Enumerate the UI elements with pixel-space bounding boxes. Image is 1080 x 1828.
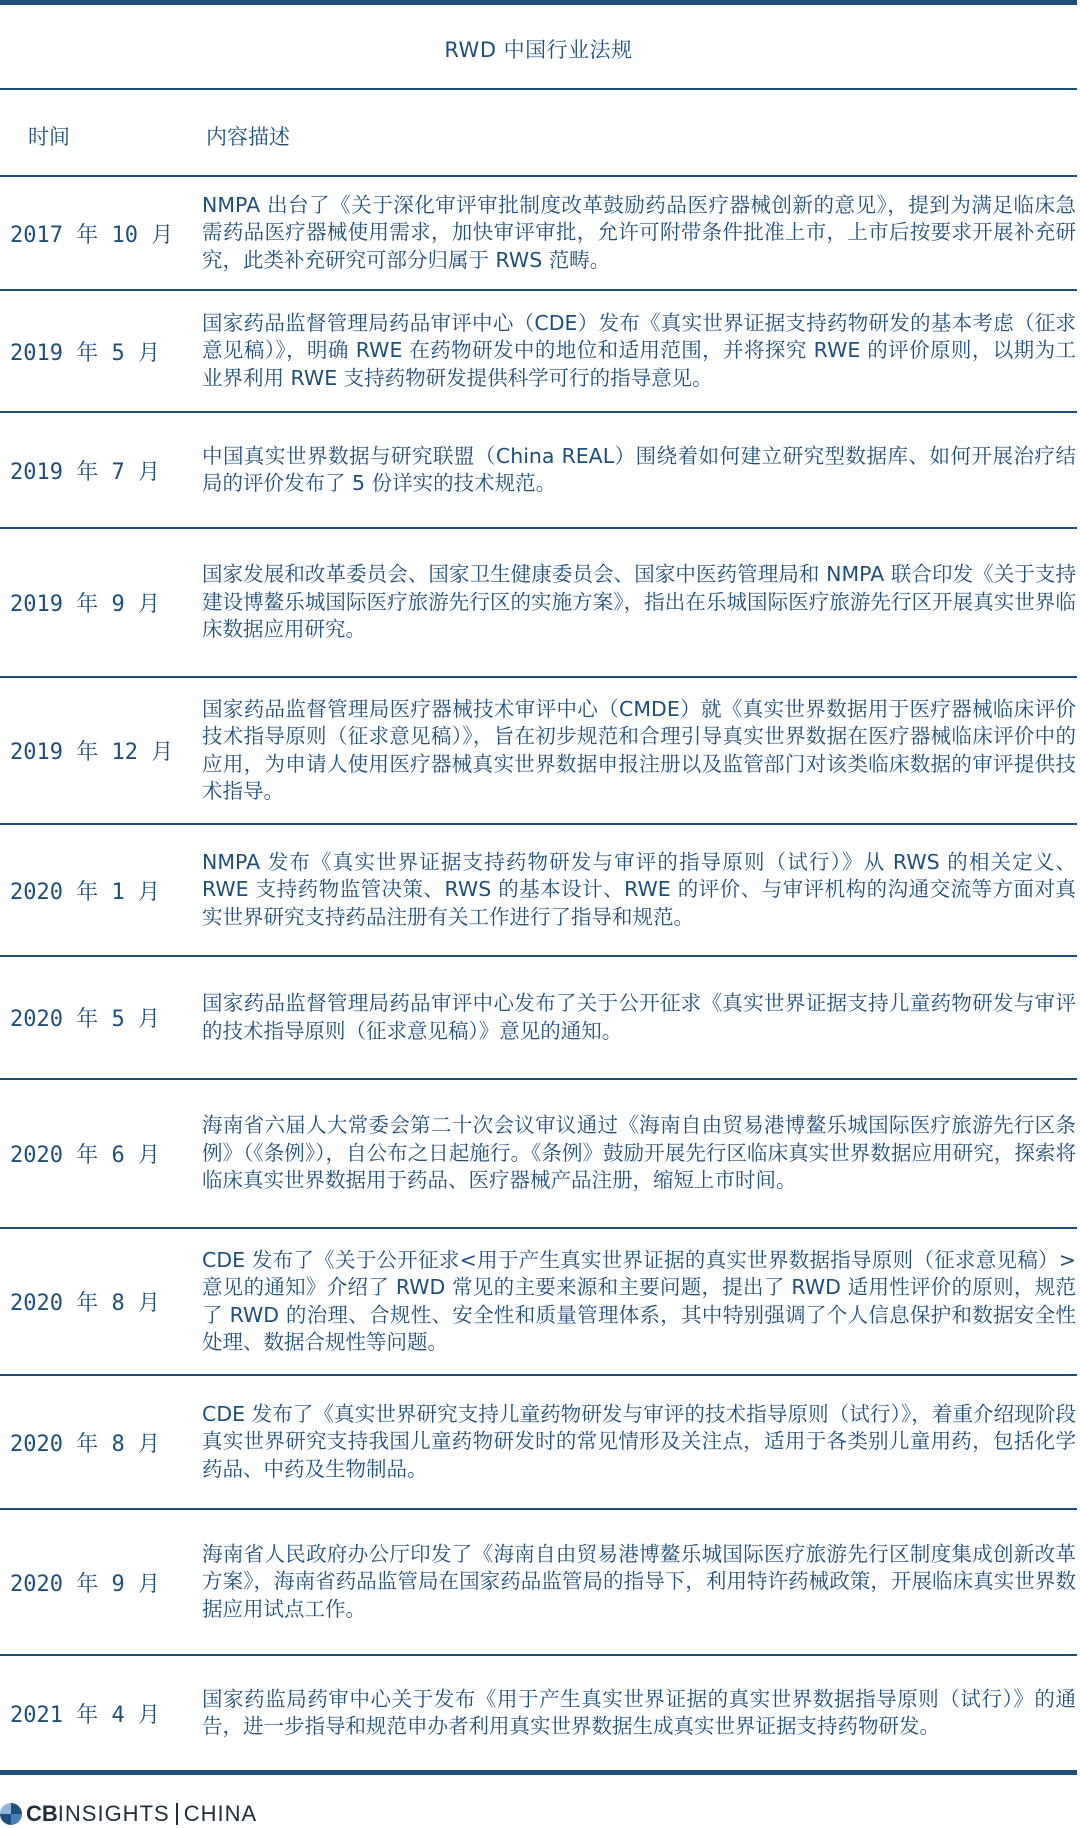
row-description: 海南省六届人大常委会第二十次会议审议通过《海南自由贸易港博鳌乐城国际医疗旅游先行区条例》（《条例》），自公布之日起施行。《条例》鼓励开展先行区临床真实世界数据应用研究，探索将临床真实世界数据用于药品、医疗器械产品注册，缩短上市时间。 — [202, 1113, 1076, 1193]
row-date: 2020 年 8 月 — [10, 1431, 160, 1457]
row-description: NMPA 发布《真实世界证据支持药物研发与审评的指导原则（试行）》从 RWS 的相关定义、RWE 支持药物监管决策、RWS 的基本设计、RWE 的评价、与审评机构的沟通交流等方面对真实世界研究支持药品注册有关工作进行了指导和规范。 — [202, 849, 1076, 929]
cbinsights-china-logo — [0, 1800, 257, 1828]
row-description: 中国真实世界数据与研究联盟（China REAL）围绕着如何建立研究型数据库、如何开展治疗结局的评价发布了 5 份详实的技术规范。 — [202, 443, 1076, 495]
column-header-description: 内容描述 — [206, 125, 290, 149]
row-date: 2019 年 7 月 — [10, 459, 160, 485]
logo-insights-text: INSIGHTS — [57, 1801, 170, 1826]
row-date: 2020 年 8 月 — [10, 1291, 160, 1316]
row-description: 国家发展和改革委员会、国家卫生健康委员会、国家中医药管理局和 NMPA 联合印发《关于支持建设博鳌乐城国际医疗旅游先行区的实施方案》，指出在乐城国际医疗旅游先行区开展真实世界临床数据应用研究。 — [202, 562, 1076, 642]
table-header — [0, 90, 1077, 177]
row-description: 海南省人民政府办公厅印发了《海南自由贸易港博鳌乐城国际医疗旅游先行区制度集成创新改革方案》，海南省药品监管局在国家药品监管局的指导下，利用特许药械政策，开展临床真实世界数据应用试点工作。 — [202, 1541, 1076, 1621]
table-row — [0, 678, 1077, 823]
top-rule — [0, 0, 1077, 5]
table-row — [0, 1080, 1077, 1227]
table-row — [0, 1229, 1077, 1374]
table-title: RWD 中国行业法规 — [444, 38, 633, 62]
logo-cb-text: CB — [26, 1801, 58, 1826]
table-row — [0, 1376, 1077, 1508]
row-date: 2019 年 5 月 — [10, 340, 160, 366]
table-row — [0, 1510, 1077, 1654]
row-description: 国家药品监督管理局药品审评中心发布了关于公开征求《真实世界证据支持儿童药物研发与审评的技术指导原则（征求意见稿）》意见的通知。 — [202, 991, 1076, 1043]
row-date: 2019 年 9 月 — [10, 592, 160, 617]
column-header-time: 时间 — [28, 125, 70, 149]
table-row — [0, 1656, 1077, 1770]
logo-china-text: CHINA — [183, 1801, 258, 1826]
table-row — [0, 957, 1077, 1078]
table-row — [0, 529, 1077, 676]
bottom-rule — [0, 1770, 1077, 1775]
row-date: 2017 年 10 月 — [10, 222, 174, 248]
row-description: 国家药品监督管理局药品审评中心（CDE）发布《真实世界证据支持药物研发的基本考虑（征求意见稿）》，明确 RWE 在药物研发中的地位和适用范围，并将探究 RWE 的评价原则，以期为工业界利用 RWE 支持药物研发提供科学可行的指导意见。 — [202, 310, 1076, 390]
row-date: 2019 年 12 月 — [10, 740, 174, 765]
row-description: CDE 发布了《关于公开征求<用于产生真实世界证据的真实世界数据指导原则（征求意见稿）>意见的通知》介绍了 RWD 常见的主要来源和主要问题，提出了 RWD 适用性评价的原则，规范了 RWD 的治理、合规性、安全性和质量管理体系，其中特别强调了个人信息保护和数据安全性处理、数据合规性等问题。 — [202, 1247, 1076, 1354]
row-date: 2020 年 5 月 — [10, 1007, 160, 1032]
row-date: 2020 年 9 月 — [10, 1571, 160, 1597]
table-row — [0, 177, 1077, 289]
table-row — [0, 825, 1077, 955]
row-date: 2020 年 1 月 — [10, 879, 160, 905]
cbinsights-mark-icon — [0, 1803, 22, 1825]
row-description: NMPA 出台了《关于深化审评审批制度改革鼓励药品医疗器械创新的意见》，提到为满足临床急需药品医疗器械使用需求，加快审评审批，允许可附带条件批准上市，上市后按要求开展补充研究，此类补充研究可部分归属于 RWS 范畴。 — [202, 192, 1076, 272]
logo-separator — [176, 1803, 178, 1825]
row-date: 2021 年 4 月 — [10, 1702, 160, 1728]
row-description: 国家药监局药审中心关于发布《用于产生真实世界证据的真实世界数据指导原则（试行）》的通告，进一步指导和规范申办者利用真实世界数据生成真实世界证据支持药物研发。 — [202, 1686, 1076, 1738]
table-row — [0, 291, 1077, 411]
row-description: CDE 发布了《真实世界研究支持儿童药物研发与审评的技术指导原则（试行）》，着重介绍现阶段真实世界研究支持我国儿童药物研发时的常见情形及关注点，适用于各类别儿童用药，包括化学药品、中药及生物制品。 — [202, 1401, 1076, 1481]
row-description: 国家药品监督管理局医疗器械技术审评中心（CMDE）就《真实世界数据用于医疗器械临床评价技术指导原则（征求意见稿）》，旨在初步规范和合理引导真实世界数据在医疗器械临床评价中的应用，为申请人使用医疗器械真实世界数据申报注册以及监管部门对该类临床数据的审评提供技术指导。 — [202, 696, 1076, 803]
row-date: 2020 年 6 月 — [10, 1143, 160, 1168]
table-row — [0, 413, 1077, 527]
